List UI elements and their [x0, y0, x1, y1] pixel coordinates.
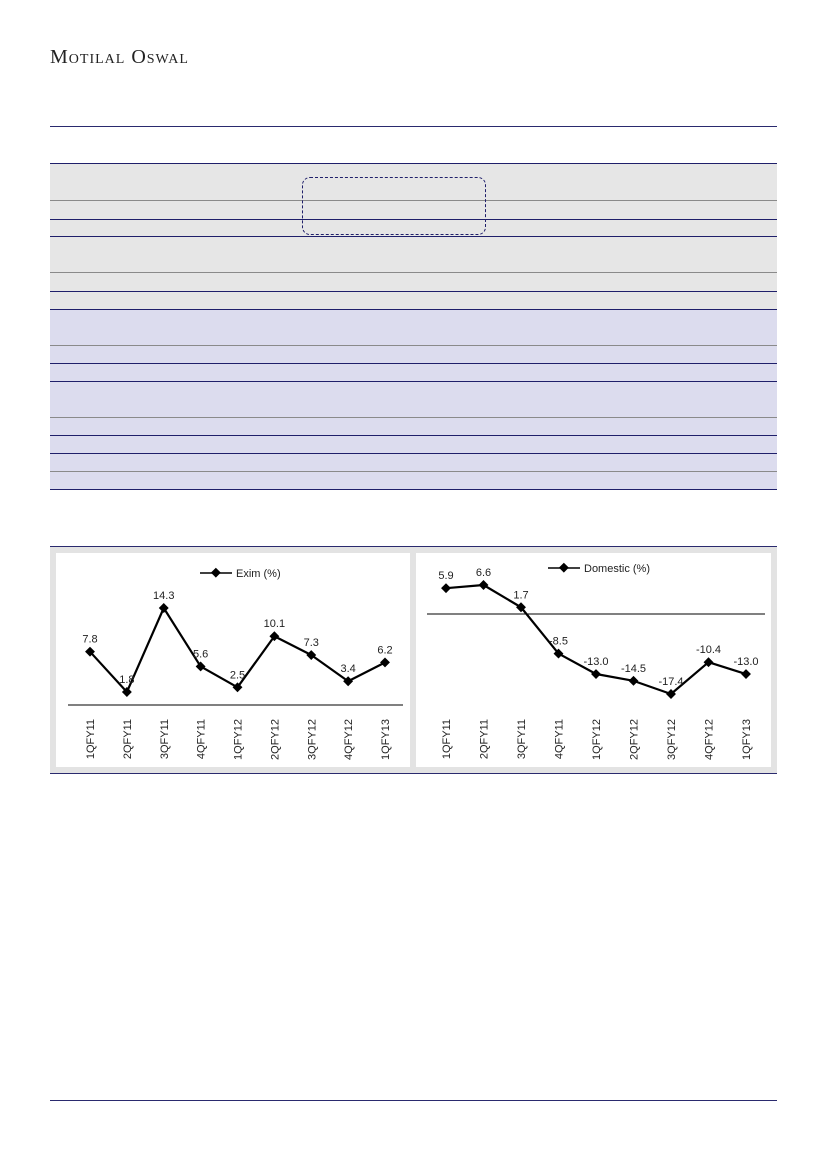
exim-chart-svg — [56, 553, 410, 767]
x-tick-label: 3QFY12 — [306, 719, 319, 760]
table-rule — [50, 489, 777, 490]
x-tick-label: 1QFY12 — [232, 719, 245, 760]
x-tick-label: 1QFY11 — [85, 719, 97, 760]
table-rule — [50, 435, 777, 436]
data-label: 7.8 — [82, 633, 98, 646]
data-label: -10.4 — [695, 644, 722, 657]
table-rule — [50, 363, 777, 364]
x-tick-label: 4QFY12 — [343, 719, 356, 760]
x-tick-label: 4QFY11 — [553, 719, 566, 760]
x-tick-label: 2QFY12 — [628, 719, 641, 760]
domestic-chart — [416, 553, 771, 767]
legend-label: Domestic (%) — [584, 563, 651, 575]
table-rule — [50, 291, 777, 292]
data-point — [380, 657, 390, 667]
table-rule — [50, 272, 777, 273]
x-tick-label: 3QFY12 — [666, 719, 678, 760]
table-band-lavender — [50, 309, 777, 490]
brand-logo-text: Motilal Oswal — [50, 46, 189, 68]
data-label: 6.6 — [475, 567, 492, 579]
legend-marker — [211, 568, 221, 578]
data-label: 5.9 — [438, 570, 454, 583]
x-tick-label: 1QFY12 — [591, 719, 603, 760]
table-rule — [50, 309, 777, 310]
chart-legend — [200, 568, 281, 580]
table-rule — [50, 417, 777, 418]
exim-chart — [56, 553, 410, 767]
table-rule — [50, 163, 777, 164]
x-tick-label: 1QFY13 — [380, 719, 392, 760]
chart-bottom-rule — [50, 773, 777, 774]
data-label: 1.8 — [119, 674, 135, 686]
data-label: -13.0 — [733, 656, 759, 669]
table-rule — [50, 236, 777, 237]
data-table — [50, 163, 777, 490]
highlight-box — [302, 177, 486, 235]
x-tick-label: 1QFY13 — [741, 719, 753, 760]
data-label: -17.4 — [658, 676, 684, 688]
data-label: 3.4 — [340, 663, 356, 676]
data-label: 6.2 — [377, 644, 393, 657]
table-rule — [50, 453, 777, 454]
domestic-chart-svg — [416, 553, 771, 767]
data-point — [741, 669, 751, 679]
table-rule — [50, 381, 777, 382]
footer-rule — [50, 1100, 777, 1101]
legend-label: Exim (%) — [236, 568, 281, 580]
data-label: -13.0 — [583, 656, 609, 669]
table-rule — [50, 471, 777, 472]
x-tick-label: 4QFY12 — [703, 719, 716, 760]
data-point — [479, 580, 489, 590]
table-rule — [50, 345, 777, 346]
chart-legend — [548, 563, 650, 575]
header-rule — [50, 126, 777, 127]
data-point — [591, 669, 601, 679]
legend-marker — [559, 563, 569, 573]
x-tick-label: 3QFY11 — [516, 719, 528, 760]
data-label: 14.3 — [153, 590, 175, 602]
x-tick-label: 4QFY11 — [195, 719, 208, 760]
x-tick-label: 2QFY12 — [269, 719, 282, 760]
data-point — [441, 583, 451, 593]
x-tick-label: 2QFY11 — [478, 719, 491, 760]
data-label: 5.6 — [192, 648, 209, 661]
data-label: -14.5 — [620, 662, 647, 675]
x-tick-label: 1QFY11 — [441, 719, 453, 760]
data-label: 1.7 — [513, 589, 529, 602]
x-tick-label: 2QFY11 — [121, 719, 134, 760]
data-label: 7.3 — [303, 637, 319, 650]
data-label: 10.1 — [263, 618, 286, 631]
data-label: -8.5 — [549, 635, 568, 648]
x-tick-label: 3QFY11 — [158, 719, 171, 760]
data-label: 2.5 — [229, 669, 246, 682]
data-point — [629, 676, 639, 686]
